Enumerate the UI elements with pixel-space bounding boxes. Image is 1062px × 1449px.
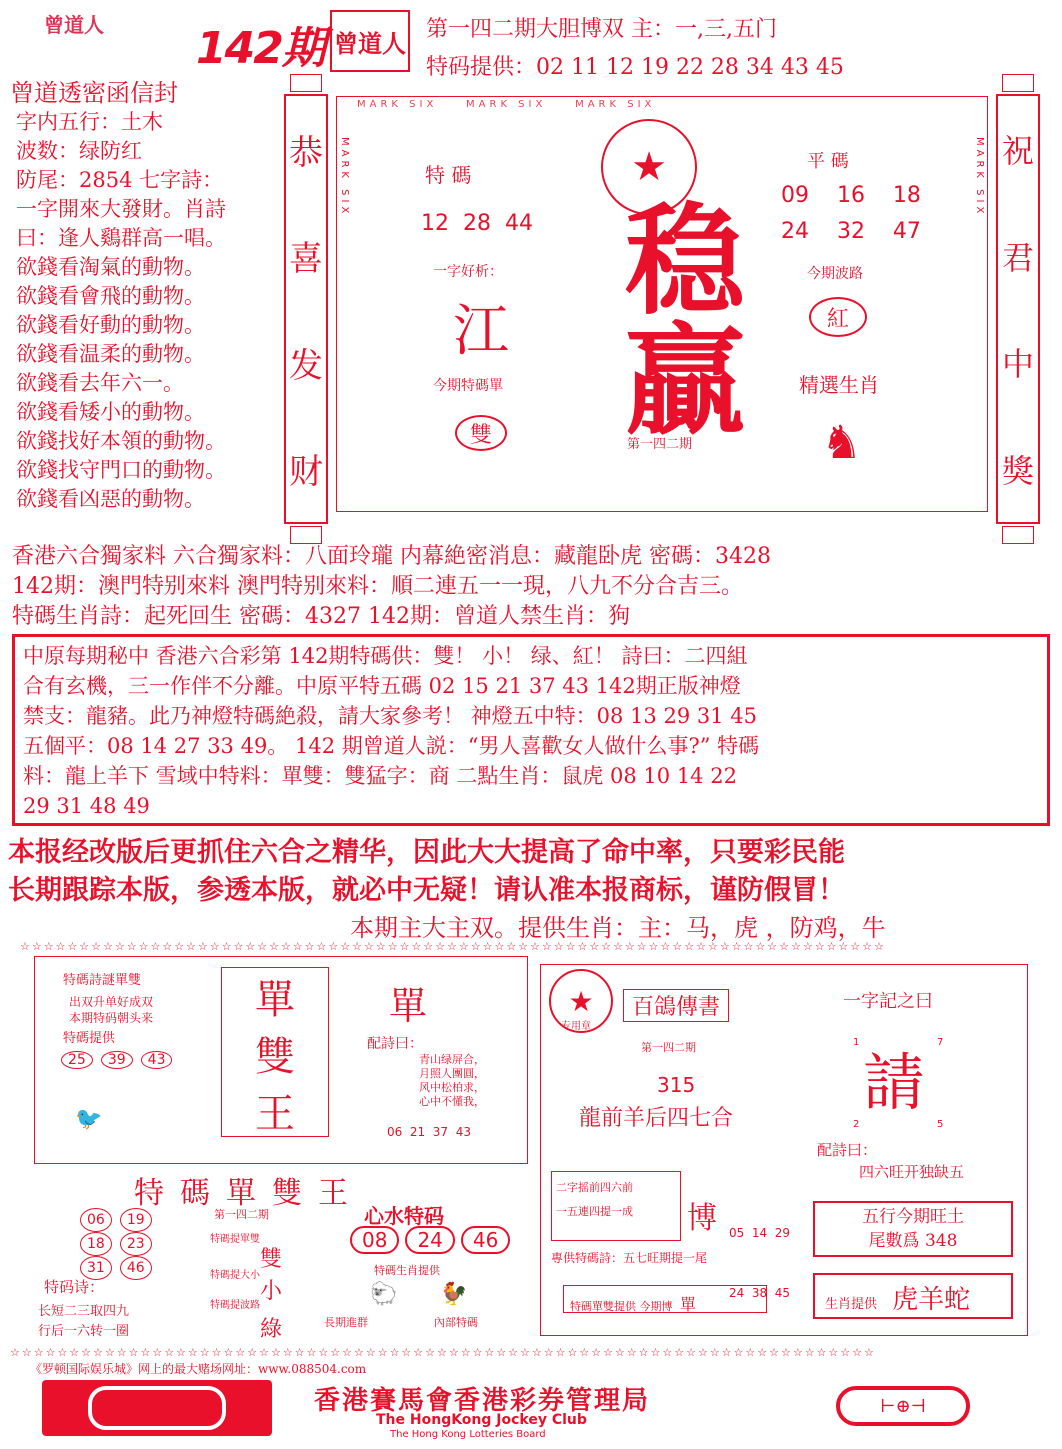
pingma-row1: 09 16 18 xyxy=(781,183,921,208)
dan-value: 單 xyxy=(680,1295,697,1314)
scroll-left-char: 发 xyxy=(289,345,323,386)
issue-number: 142期 xyxy=(196,23,324,74)
left-column-line: 欲錢看會飛的動物。 xyxy=(16,284,205,308)
left-column-line: 欲錢看淘氣的動物。 xyxy=(16,255,205,279)
bo-num-row: 05 14 29 xyxy=(729,1226,791,1240)
tema-label: 特 碼 xyxy=(425,163,472,187)
left-column-line: 字内五行：土木 xyxy=(16,110,163,134)
jockey-logo xyxy=(42,1380,272,1436)
shengxiao-label: 特碼生肖提供 xyxy=(374,1264,440,1277)
left-poem-line: 二字摇前四六前 xyxy=(556,1181,633,1194)
footer-org-en1: The HongKong Jockey Club xyxy=(376,1412,587,1428)
pei-nums: 06 21 37 43 xyxy=(387,1125,471,1139)
pei-line: 风中松柏求， xyxy=(419,1081,485,1094)
red-box-line: 合有玄機，三一作伴不分離。中原平特五碼 02 15 21 37 43 142期正版神燈 xyxy=(23,674,741,698)
lotteries-logo: ⊢⊕⊣ xyxy=(836,1386,970,1426)
tema-label: 特碼提供 xyxy=(63,1031,116,1046)
pingma-label: 平 碼 xyxy=(807,151,849,172)
star-border-bottom: ☆☆☆☆☆☆☆☆☆☆☆☆☆☆☆☆☆☆☆☆☆☆☆☆☆☆☆☆☆☆☆☆☆☆☆☆☆☆☆☆☆☆☆☆☆☆☆☆☆☆☆☆☆☆☆☆☆☆☆☆☆☆☆☆☆☆☆☆☆☆☆☆☆ xyxy=(10,1346,876,1359)
xin-num: 08 xyxy=(350,1226,399,1254)
left-column-line: 欲錢找守門口的動物。 xyxy=(16,458,226,482)
num: 23 xyxy=(120,1232,152,1256)
yizi-title: 一字記之曰 xyxy=(843,991,933,1012)
col-char: 綠 xyxy=(260,1317,283,1342)
watermark-right: MARK SIX xyxy=(974,137,985,218)
scroll-right-char: 祝 xyxy=(1001,132,1034,171)
wuxing-line: 尾數爲 348 xyxy=(868,1231,958,1251)
info-line: 香港六合獨家料 六合獨家料：八面玲瓏 内幕絶密消息：藏龍卧虎 密碼：3428 xyxy=(12,544,771,569)
pei-line: 月照人團圓， xyxy=(419,1067,485,1080)
xin-num: 24 xyxy=(405,1226,454,1254)
panel-num: 315 xyxy=(657,1073,696,1097)
masthead-line2: 特码提供：02 11 12 19 22 28 34 43 45 xyxy=(426,55,844,80)
col-char: 雙 xyxy=(260,1247,283,1272)
pei-line: 心中不懂我， xyxy=(419,1095,485,1108)
col-char: 小 xyxy=(260,1279,283,1304)
center-stamp: ★ xyxy=(601,119,697,215)
foot-label: 長期進群 xyxy=(324,1316,368,1329)
strip-sub: 心水特码 xyxy=(364,1204,444,1228)
bo-num-row: 24 38 45 xyxy=(729,1286,791,1300)
scroll-left xyxy=(282,74,330,544)
ad-line: 本报经改版后更抓住六合之精华，因此大大提高了命中率，只要彩民能 xyxy=(8,837,845,868)
left-column-line: 欲錢看矮小的動物。 xyxy=(16,400,205,424)
yizi-label: 一字好析： xyxy=(433,264,503,280)
scroll-left-char: 喜 xyxy=(289,239,323,280)
red-box-line: 中原每期秘中 香港六合彩第 142期特碼供：雙！ 小！ 绿、紅！ 詩曰：二四組 xyxy=(23,644,748,668)
foot-label: 內部特碼 xyxy=(434,1316,478,1329)
masthead-logo: 曾道人 xyxy=(44,13,104,37)
pei-label: 配詩曰： xyxy=(817,1141,878,1159)
scroll-right xyxy=(994,74,1042,544)
shengxiao-label: 精選生肖 xyxy=(799,373,879,397)
left-column-line: 波数：绿防红 xyxy=(16,139,142,163)
yizi-char: 江 xyxy=(453,299,509,364)
ad-lines xyxy=(8,834,1054,910)
sx-box xyxy=(813,1273,1013,1319)
xin-nums xyxy=(350,1226,516,1254)
xin-num: 46 xyxy=(461,1226,510,1254)
issue-small: 第一四二期 xyxy=(627,437,693,452)
poem-title: 特碼詩謎單雙 xyxy=(63,973,142,988)
bolu-value: 紅 xyxy=(809,297,867,337)
poem-line: 出双升单好成双 xyxy=(69,995,154,1009)
info-line: 特碼生肖詩：起死回生 密碼：4327 142期：曾道人禁生肖：狗 xyxy=(12,604,630,629)
scroll-right-char: 獎 xyxy=(1001,451,1034,490)
dan-box xyxy=(563,1285,767,1313)
bird-icon: 🐦 xyxy=(75,1107,103,1132)
red-box-line: 五個平：08 14 27 33 49。 142 期曾道人説：“男人喜歡女人做什么事?” 特碼 xyxy=(23,734,760,758)
pei-lines xyxy=(419,1053,485,1109)
tema-num: 39 xyxy=(101,1051,133,1069)
col-label: 特碼提大小 xyxy=(210,1270,260,1281)
num: 18 xyxy=(80,1232,112,1256)
tema-strip xyxy=(34,1166,528,1346)
horse-icon: ♞ xyxy=(821,415,863,469)
pingma-row2: 24 32 47 xyxy=(781,219,921,244)
strip-issue: 第一四二期 xyxy=(214,1208,269,1221)
poem2-line: 长短二三取四九 xyxy=(38,1304,130,1319)
wuxing-box xyxy=(813,1201,1013,1257)
corner-num: 5 xyxy=(937,1119,944,1130)
bolu-label: 今期波路 xyxy=(807,266,863,282)
scroll-left-char: 财 xyxy=(289,452,323,493)
yizi-char: 請 xyxy=(863,1046,926,1119)
footer-ad-line: 《罗顿国际娱乐城》网上的最大赌场网址：www.088504.com xyxy=(30,1362,367,1376)
num: 46 xyxy=(120,1256,152,1280)
big-title-char: 雙 xyxy=(255,1034,295,1080)
big-title-char: 王 xyxy=(255,1091,295,1137)
left-column-line: 防尾：2854 七字詩： xyxy=(16,168,224,192)
watermark-top: MARK SIX MARK SIX MARK SIX xyxy=(357,99,656,110)
red-box-line: 禁支：龍豬。此乃神燈特碼絶殺，請大家參考！ 神燈五中特：08 13 29 31 45 xyxy=(23,704,757,728)
pei-label: 配詩曰： xyxy=(367,1036,423,1052)
tema-numbers: 12 28 44 xyxy=(421,211,533,236)
red-box-line: 29 31 48 49 xyxy=(23,794,150,818)
left-nums xyxy=(80,1208,160,1280)
dan-char: 單 xyxy=(389,984,428,1028)
left-column-line: 欲錢看去年六一。 xyxy=(16,371,184,395)
tema-num: 43 xyxy=(141,1051,173,1069)
col-label: 特碼提單雙 xyxy=(210,1234,260,1245)
tema-nums xyxy=(61,1051,180,1069)
sheep-icon: 🐑 xyxy=(370,1282,398,1307)
big-title-char: 單 xyxy=(255,977,295,1023)
sx-label: 生肖提供 xyxy=(825,1297,878,1312)
pei-line: 青山绿屏合， xyxy=(419,1053,485,1066)
info-lines xyxy=(12,542,1052,632)
scroll-left-char: 恭 xyxy=(289,132,323,173)
seal-logo: 曾道人 xyxy=(330,10,410,72)
left-column-line: 欲錢看凶惡的動物。 xyxy=(16,487,205,511)
watermark-left: MARK SIX xyxy=(339,137,350,218)
strip-title: 特碼單雙王 xyxy=(134,1176,364,1211)
left-column-line: 欲錢找好本領的動物。 xyxy=(16,429,226,453)
bo-nums xyxy=(729,1183,790,1343)
left-column-title: 曾道透密函信封 xyxy=(10,79,178,107)
corner-num: 2 xyxy=(853,1119,860,1130)
bottom-left-panel xyxy=(34,956,528,1164)
stamp-text: 专用章 xyxy=(561,1021,591,1032)
scroll-right-char: 君 xyxy=(1001,238,1034,277)
dan-label: 特碼單雙提供 今期博 xyxy=(570,1300,673,1313)
bottom-right-panel xyxy=(540,964,1028,1336)
panel-phrase: 龍前羊后四七合 xyxy=(579,1106,734,1131)
panel-issue: 第一四二期 xyxy=(641,1041,696,1054)
ad-line: 长期跟踪本版，参透本版，就必中无疑！请认准本报商标，谨防假冒！ xyxy=(8,875,845,906)
wuxing-line: 五行今期旺土 xyxy=(862,1207,964,1227)
sx-value: 虎羊蛇 xyxy=(892,1285,971,1315)
left-poem-line: 一五連四提一成 xyxy=(556,1205,633,1218)
left-column-line: 一字開來大發財。肖詩 xyxy=(16,197,226,221)
tema-num: 25 xyxy=(61,1051,93,1069)
rooster-icon: 🐓 xyxy=(440,1282,468,1307)
tema-odd-value: 雙 xyxy=(455,415,507,451)
num: 31 xyxy=(80,1256,112,1280)
num: 06 xyxy=(80,1208,112,1232)
masthead-line1: 第一四二期大胆博双 主：一,三,五门 xyxy=(426,17,777,42)
left-column-line: 欲錢看温柔的動物。 xyxy=(16,342,205,366)
big-chars: 稳贏 xyxy=(605,197,746,437)
col-label: 特碼提波路 xyxy=(210,1300,260,1311)
footer-org-cn: 香港賽馬會香港彩券管理局 xyxy=(314,1386,651,1416)
bo-char: 博 xyxy=(687,1201,717,1236)
left-column-lines xyxy=(10,108,280,514)
left-poem xyxy=(551,1171,681,1241)
poem-line: 本期特码朝头来 xyxy=(69,1011,154,1025)
corner-num: 1 xyxy=(853,1037,860,1048)
pei-line: 四六旺开独缺五 xyxy=(859,1163,965,1181)
info-line: 142期：澳門特别來料 澳門特别來料：順二連五一一現，八九不分合吉三。 xyxy=(12,574,743,599)
poem2-title: 特码诗： xyxy=(44,1278,105,1296)
poem2-line: 行后一六转一圈 xyxy=(38,1324,130,1339)
left-column-line: 曰：逢人鷄群高一唱。 xyxy=(16,226,226,250)
special-line: 專供特碼詩：五七旺期提一尾 xyxy=(551,1251,708,1265)
footer-org-en2: The Hong Kong Lotteries Board xyxy=(390,1429,546,1440)
dansuang-box xyxy=(221,967,329,1137)
center-card xyxy=(336,96,988,512)
corner-num: 7 xyxy=(937,1037,944,1048)
tema-odd-label: 今期特碼單 xyxy=(433,378,503,394)
panel-title: 百鴿傳書 xyxy=(623,989,729,1022)
num: 19 xyxy=(120,1208,152,1232)
scroll-right-char: 中 xyxy=(1001,345,1034,384)
left-column xyxy=(10,78,280,514)
left-column-line: 欲錢看好動的動物。 xyxy=(16,313,205,337)
main-line: 本期主大主双。提供生肖：主：马，虎 ，防鸡，牛 xyxy=(350,914,886,942)
red-box-line: 料：龍上羊下 雪域中特料：單雙：雙猛字：商 二點生肖：鼠虎 08 10 14 22 xyxy=(23,764,737,788)
bottom-stamp: ★ xyxy=(549,969,613,1033)
red-box xyxy=(12,634,1050,826)
star-border-top: ☆☆☆☆☆☆☆☆☆☆☆☆☆☆☆☆☆☆☆☆☆☆☆☆☆☆☆☆☆☆☆☆☆☆☆☆☆☆☆☆☆☆☆☆☆☆☆☆☆☆☆☆☆☆☆☆☆☆☆☆☆☆☆☆☆☆☆☆☆☆☆☆☆ xyxy=(20,940,886,953)
